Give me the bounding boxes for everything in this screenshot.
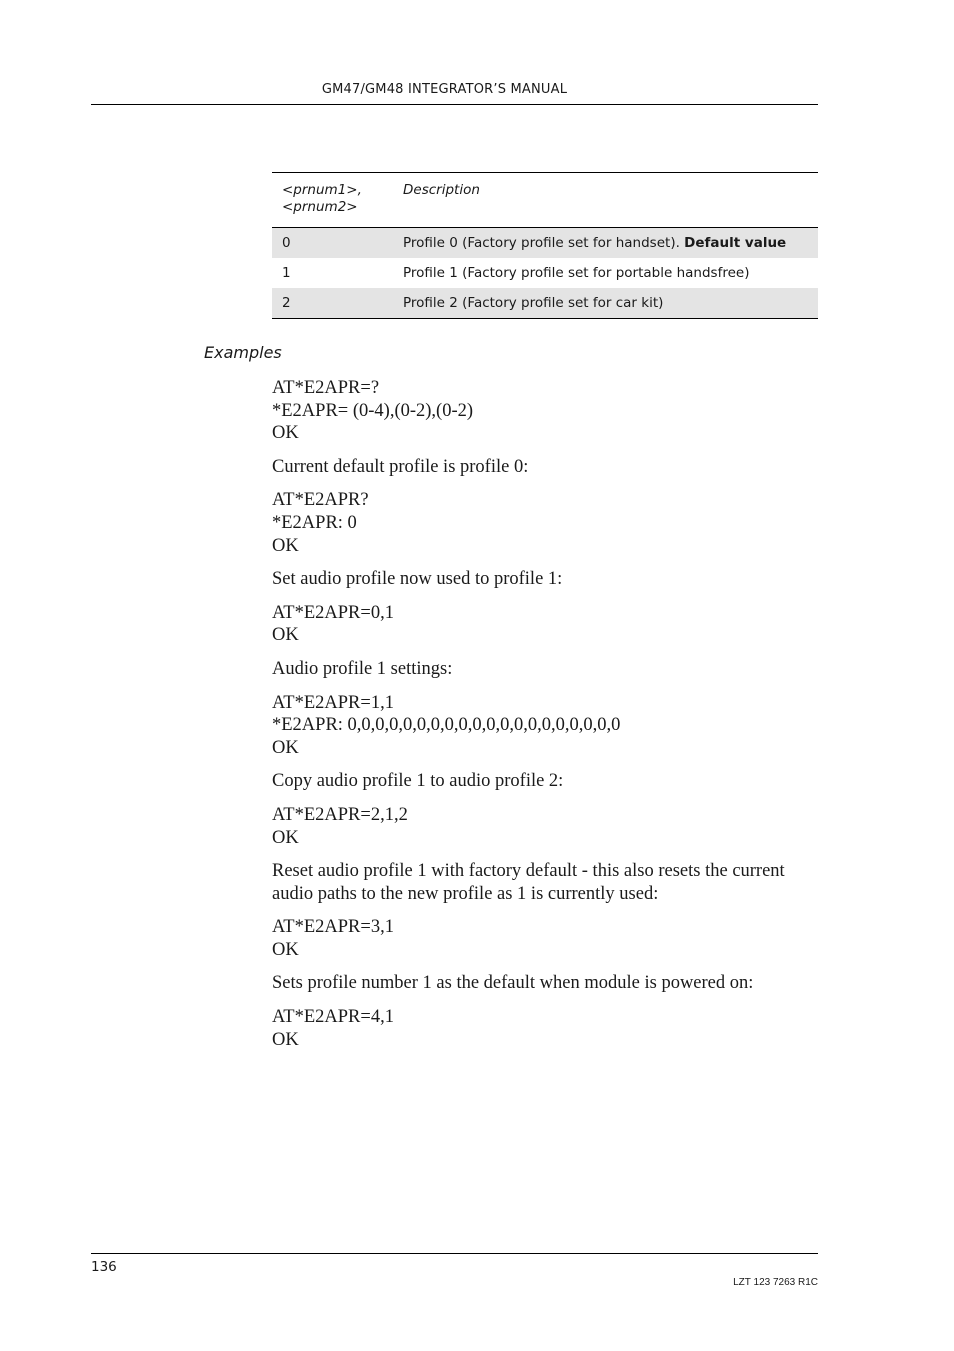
parameter-table — [272, 172, 818, 319]
code-block — [272, 602, 818, 647]
example-description: Audio profile 1 settings: — [272, 658, 453, 679]
example-description: Sets profile number 1 as the default when module is powered on: — [272, 973, 754, 994]
example-description: Current default profile is profile 0: — [272, 456, 529, 477]
code-line: AT*E2APR=4,1 — [272, 1007, 394, 1028]
description-text: Profile 0 (Factory profile set for handset). — [403, 235, 685, 251]
code-block — [272, 489, 818, 557]
code-line: AT*E2APR=1,1 — [272, 692, 394, 713]
code-line: AT*E2APR? — [272, 490, 369, 511]
page-number: 136 — [91, 1259, 117, 1275]
table-cell-value: 1 — [282, 265, 291, 281]
code-line: OK — [272, 827, 299, 848]
document-number: LZT 123 7263 R1C — [733, 1277, 818, 1288]
example-description: Set audio profile now used to profile 1: — [272, 569, 563, 590]
table-cell-description: Profile 2 (Factory profile set for car kit) — [393, 288, 818, 319]
code-line: AT*E2APR=0,1 — [272, 602, 394, 623]
column-header-description: Description — [393, 173, 818, 228]
code-block — [272, 377, 818, 445]
code-line: *E2APR: 0,0,0,0,0,0,0,0,0,0,0,0,0,0,0,0,0,0,0,0 — [272, 715, 621, 736]
code-line: AT*E2APR=? — [272, 378, 380, 398]
default-value-note: Default value — [684, 235, 787, 251]
column-header-parameter — [272, 173, 393, 228]
table-cell-description — [393, 228, 818, 259]
example-description: Copy audio profile 1 to audio profile 2: — [272, 771, 564, 792]
table-row — [272, 288, 818, 319]
running-header — [91, 82, 818, 105]
code-block — [272, 916, 818, 961]
code-line: OK — [272, 423, 299, 444]
code-line: OK — [272, 939, 299, 960]
code-line: OK — [272, 625, 299, 646]
column-header-parameter-line2: <prnum2> — [282, 199, 358, 215]
code-line: *E2APR: 0 — [272, 512, 357, 533]
code-line: AT*E2APR=3,1 — [272, 917, 394, 938]
table-cell-description: Profile 1 (Factory profile set for portable handsfree) — [403, 265, 750, 281]
examples-body — [272, 377, 818, 1062]
table-cell-value: 2 — [272, 288, 393, 319]
table-row — [272, 228, 818, 259]
code-block — [272, 692, 818, 760]
footer-rule — [91, 1253, 818, 1254]
code-block — [272, 1006, 818, 1051]
code-line: OK — [272, 1029, 299, 1050]
code-line: AT*E2APR=2,1,2 — [272, 804, 408, 825]
table-row — [272, 258, 818, 288]
code-line: OK — [272, 535, 299, 556]
code-line: *E2APR= (0-4),(0-2),(0-2) — [272, 400, 474, 421]
table-header-row — [272, 173, 818, 228]
code-line: OK — [272, 737, 299, 758]
examples-heading: Examples — [204, 343, 282, 362]
example-description: Reset audio profile 1 with factory default - this also resets the current audio paths to the new profile as 1 is currently used: — [272, 861, 785, 904]
manual-title: GM47/GM48 INTEGRATOR’S MANUAL — [321, 82, 568, 97]
table-cell-value: 0 — [272, 228, 393, 259]
column-header-parameter-line1: <prnum1>, — [282, 182, 362, 198]
code-block — [272, 804, 818, 849]
